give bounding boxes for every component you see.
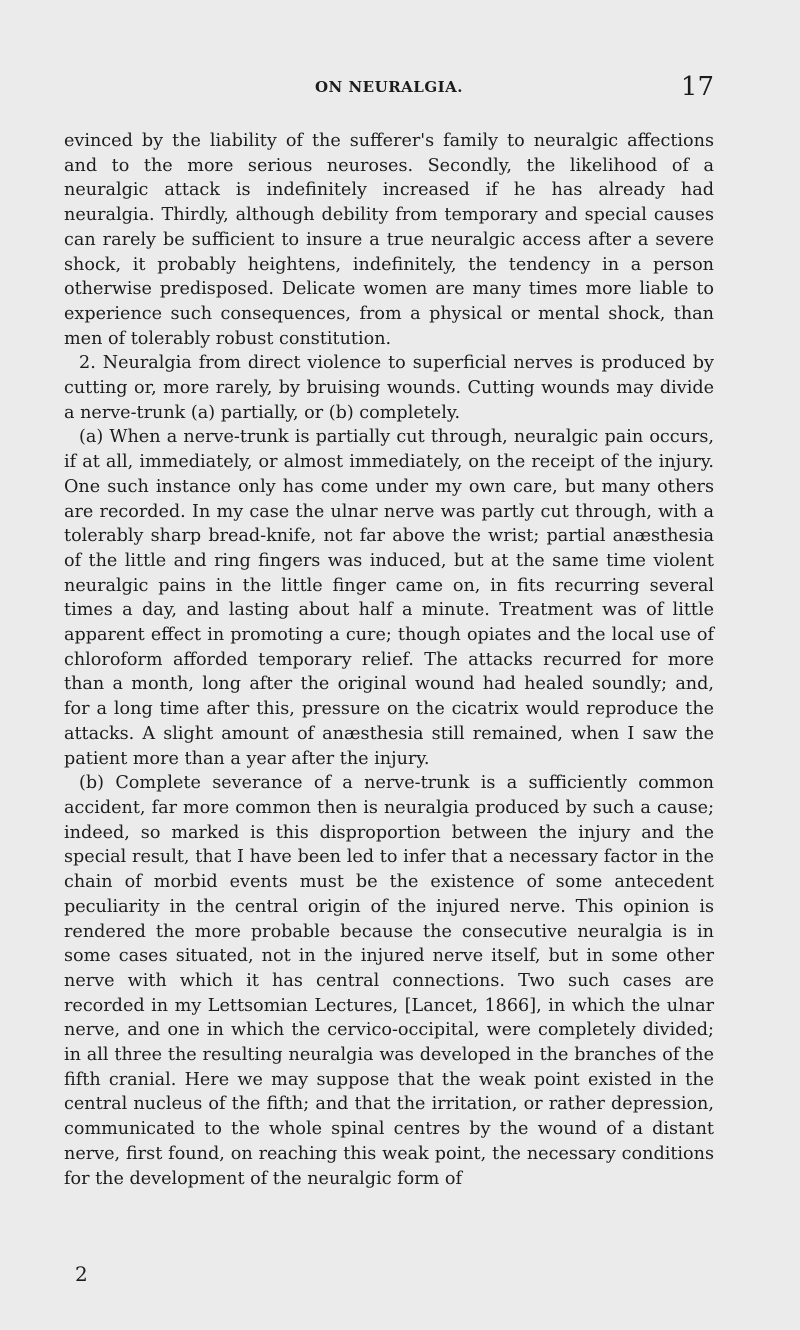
- paragraph-2: 2. Neuralgia from direct violence to superficial nerves is produced by cutting or, more rarely, by bruising wounds. Cutting wounds may divide a nerve-trunk (a) partially, or (b) completely.: [64, 353, 714, 423]
- page-number: 17: [680, 72, 714, 102]
- paragraph-3: (a) When a nerve-trunk is partially cut through, neuralgic pain occurs, if at all, immediately, or almost immediately, on the receipt of the injury. One such instance only has come under my own care, but many others are recorded. In my case the ulnar nerve was partly cut through, with a tolerably sharp bread-knife, not far above the wrist; partial anæsthesia of the little and ring fingers was induced, but at the same time violent neuralgic pains in the little finger came on, in fits recurring several times a day, and lasting about half a minute. Treatment was of little apparent effect in promoting a cure; though opiates and the local use of chloroform afforded temporary relief. The attacks recurred for more than a month, long after the original wound had healed soundly; and, for a long time after this, pressure on the cicatrix would reproduce the attacks. A slight amount of anæsthesia still remained, when I saw the patient more than a year after the injury.: [64, 427, 714, 769]
- page-header: [64, 72, 714, 102]
- body-text: [64, 129, 714, 1191]
- running-head: ON NEURALGIA.: [314, 78, 464, 96]
- signature-mark: 2: [75, 1262, 88, 1286]
- paragraph-4: (b) Complete severance of a nerve-trunk is a sufficiently common accident, far more common then is neuralgia produced by such a cause; indeed, so marked is this disproportion between the injury and the special result, that I have been led to infer that a necessary factor in the chain of morbid events must be the existence of some antecedent peculiarity in the central origin of the injured nerve. This opinion is rendered the more probable because the consecutive neuralgia is in some cases situated, not in the injured nerve itself, but in some other nerve with which it has central connections. Two such cases are recorded in my Lettsomian Lectures, [Lancet, 1866], in which the ulnar nerve, and one in which the cervico-occipital, were completely divided; in all three the resulting neuralgia was developed in the branches of the fifth cranial. Here we may suppose that the weak point existed in the central nucleus of the fifth; and that the irritation, or rather depression, communicated to the whole spinal centres by the wound of a distant nerve, first found, on reaching this weak point, the necessary conditions for the development of the neuralgic form of: [64, 773, 714, 1189]
- paragraph-1: evinced by the liability of the sufferer's family to neuralgic affections and to the more serious neuroses. Secondly, the likelihood of a neuralgic attack is indefinitely increased if he has already had neuralgia. Thirdly, although debility from temporary and special causes can rarely be sufficient to insure a true neuralgic access after a severe shock, it probably heightens, indefinitely, the tendency in a person otherwise predisposed. Delicate women are many times more liable to experience such consequences, from a physical or mental shock, than men of tolerably robust constitution.: [64, 131, 714, 349]
